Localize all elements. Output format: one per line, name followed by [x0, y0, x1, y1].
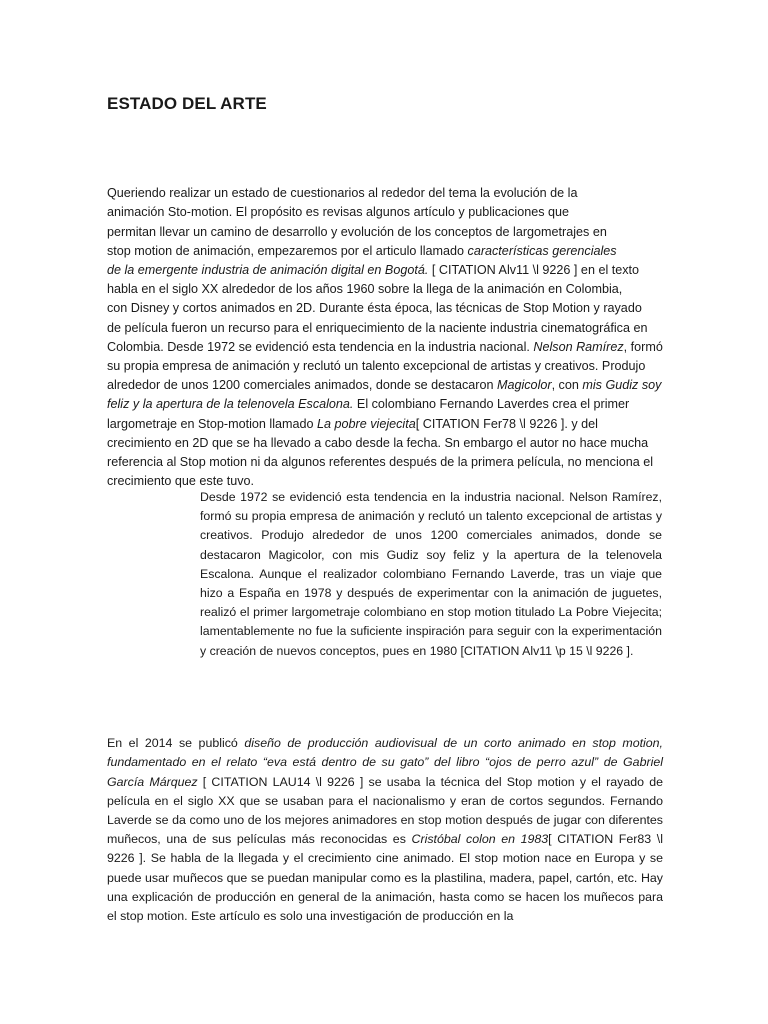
paragraph-intro-text: Queriendo realizar un estado de cuestionarios al rededor del tema la evolución de la animación Sto-motion. El propósito es revisas algunos artículo y publicaciones que permitan llevar un camino de desarrollo y evolución de los conceptos de largometrajes en stop motion de animación, empezaremos por el articulo llamado [107, 186, 607, 258]
person-name-italic: Nelson Ramírez [533, 339, 624, 354]
paragraph-second-text: [ CITATION LAU14 \l 9226 ] se usaba la técnica del Stop motion y el rayado de película en el siglo XX que se usaban para el nacionalismo y eran de cortos segundos. Fernando Laverde se da como uno de los mejores animadores en stop motion después de jugar con diferentes muñecos, una de sus películas más reconocidas es [107, 774, 663, 847]
film-title-italic: La pobre viejecita [317, 416, 416, 431]
paragraph-second-text: En el 2014 se publicó [107, 736, 245, 751]
paragraph-intro-text: [ CITATION Alv11 \l 9226 ] en el texto habla en el siglo XX alrededor de los años 1960 sobre la llega de la animación en Colombia, con Disney y cortos animados en 2D. Durante ésta época, las técnicas de Stop Motion y rayado de película fueron un recurso para el enriquecimiento de la naciente industria cinematográfica en Colombia. Desde 1972 se evidenció esta tendencia en la industria nacional. [107, 263, 648, 354]
block-quote: Desde 1972 se evidenció esta tendencia en la industria nacional. Nelson Ramírez, formó su propia empresa de animación y reclutó un talento excepcional de artistas y creativos. Produjo alrededor de unos 1200 comerciales animados, donde se destacaron Magicolor, con mis Gudiz soy feliz y la apertura de la telenovela Escalona. Aunque el realizador colombiano Fernando Laverde, tras un viaje que hizo a España en 1978 y después de experimentar con la animación de juguetes, realizó el primer largometraje colombiano en stop motion titulado La Pobre Viejecita; lamentablemente no fue la suficiente inspiración para seguir con la experimentación y creación de nuevos conceptos, pues en 1980 [CITATION Alv11 \p 15 \l 9226 ]. [200, 490, 662, 658]
article-title-italic: diseño de producción audiovisual de un corto animado en stop motion, fundamentado en el relato “eva está dentro de su gato” del libro “ojos de perro azul” de Gabriel García Márquez [107, 736, 663, 789]
paragraph-intro-text: , con [551, 378, 583, 393]
article-title-italic: características gerenciales de la emergente industria de animación digital en Bogotá. [107, 243, 617, 278]
paragraph-intro-text: , formó su propia empresa de animación y reclutó un talento excepcional de artistas y creativos. Produjo alrededor de unos 1200 comerciales animados, donde se destacaron [107, 339, 663, 393]
paragraph-intro-text: [ CITATION Fer78 \l 9226 ]. y del crecimiento en 2D que se ha llevado a cabo desde la fecha. Sn embargo el autor no hace mucha referencia al Stop motion ni da algunos referentes después de la primera película, no menciona el crecimiento que este tuvo. [107, 416, 654, 489]
brand-name-italic: Magicolor [496, 378, 552, 393]
work-title-italic: mis Gudiz soy feliz y la apertura de la telenovela Escalona. [107, 378, 662, 412]
paragraph-second-text: [ CITATION Fer83 \l 9226 ]. Se habla de la llegada y el crecimiento cine animado. El stop motion nace en Europa y se puede usar muñecos que se puedan manipular como es la plastilina, madera, papel, cartón, etc. Hay una explicación de producción en general de la animación, hasta como se hacen los muñecos para el stop motion. Este artículo es solo una investigación de producción en la [107, 832, 663, 924]
paragraph-intro [107, 165, 667, 491]
film-title-italic: Cristóbal colon en 1983 [411, 832, 549, 847]
section-heading: ESTADO DEL ARTE [107, 94, 267, 113]
paragraph-second [107, 715, 663, 926]
paragraph-intro-text: El colombiano Fernando Laverdes crea el primer largometraje en Stop-motion llamado [107, 397, 630, 431]
